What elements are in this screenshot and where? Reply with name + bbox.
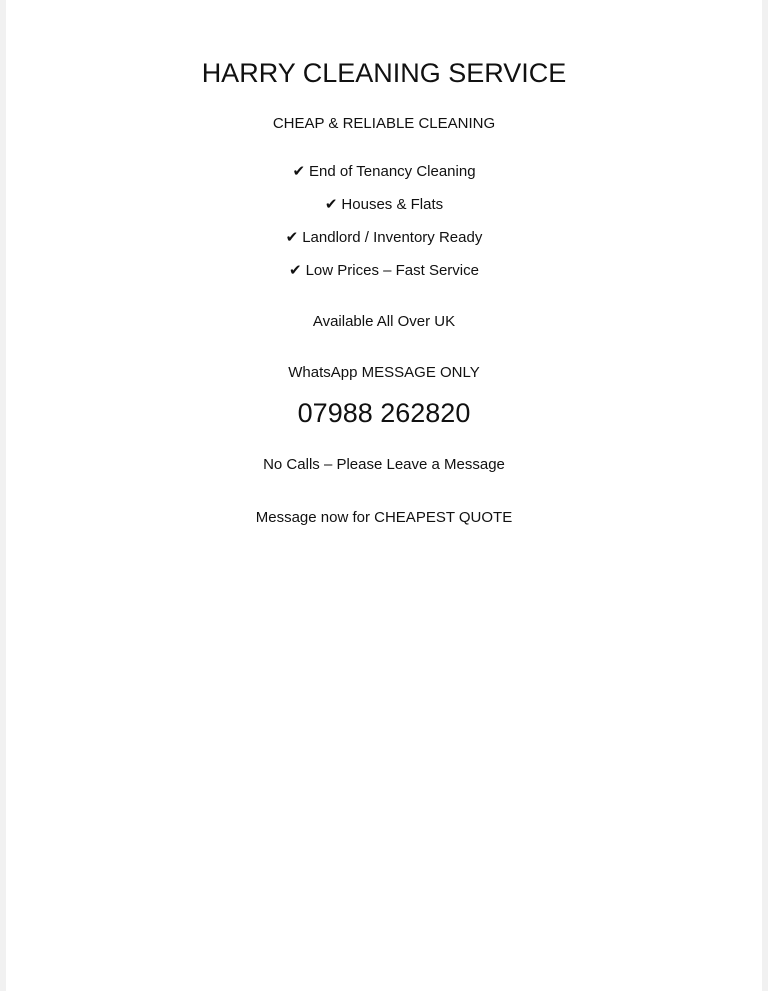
service-item xyxy=(6,263,762,278)
check-mark-icon: ✔ xyxy=(289,261,302,279)
flyer-page xyxy=(6,0,762,991)
service-item-label: Low Prices – Fast Service xyxy=(305,262,479,279)
service-item xyxy=(6,164,762,179)
service-item xyxy=(6,230,762,245)
flyer-title: HARRY CLEANING SERVICE xyxy=(201,58,567,88)
contact-method-text: WhatsApp MESSAGE ONLY xyxy=(288,364,480,381)
service-item-label: Landlord / Inventory Ready xyxy=(302,229,483,246)
check-mark-icon: ✔ xyxy=(292,162,306,180)
check-mark-icon: ✔ xyxy=(285,228,299,246)
no-calls-note: No Calls – Please Leave a Message xyxy=(263,456,505,473)
check-mark-icon: ✔ xyxy=(324,195,338,213)
service-item-label: Houses & Flats xyxy=(341,196,444,213)
phone-number: 07988 262820 xyxy=(297,398,471,428)
flyer-subtitle: CHEAP & RELIABLE CLEANING xyxy=(272,115,496,132)
coverage-text: Available All Over UK xyxy=(312,313,456,330)
service-item xyxy=(6,197,762,212)
call-to-action: Message now for CHEAPEST QUOTE xyxy=(255,509,513,526)
service-item-label: End of Tenancy Cleaning xyxy=(309,163,476,180)
